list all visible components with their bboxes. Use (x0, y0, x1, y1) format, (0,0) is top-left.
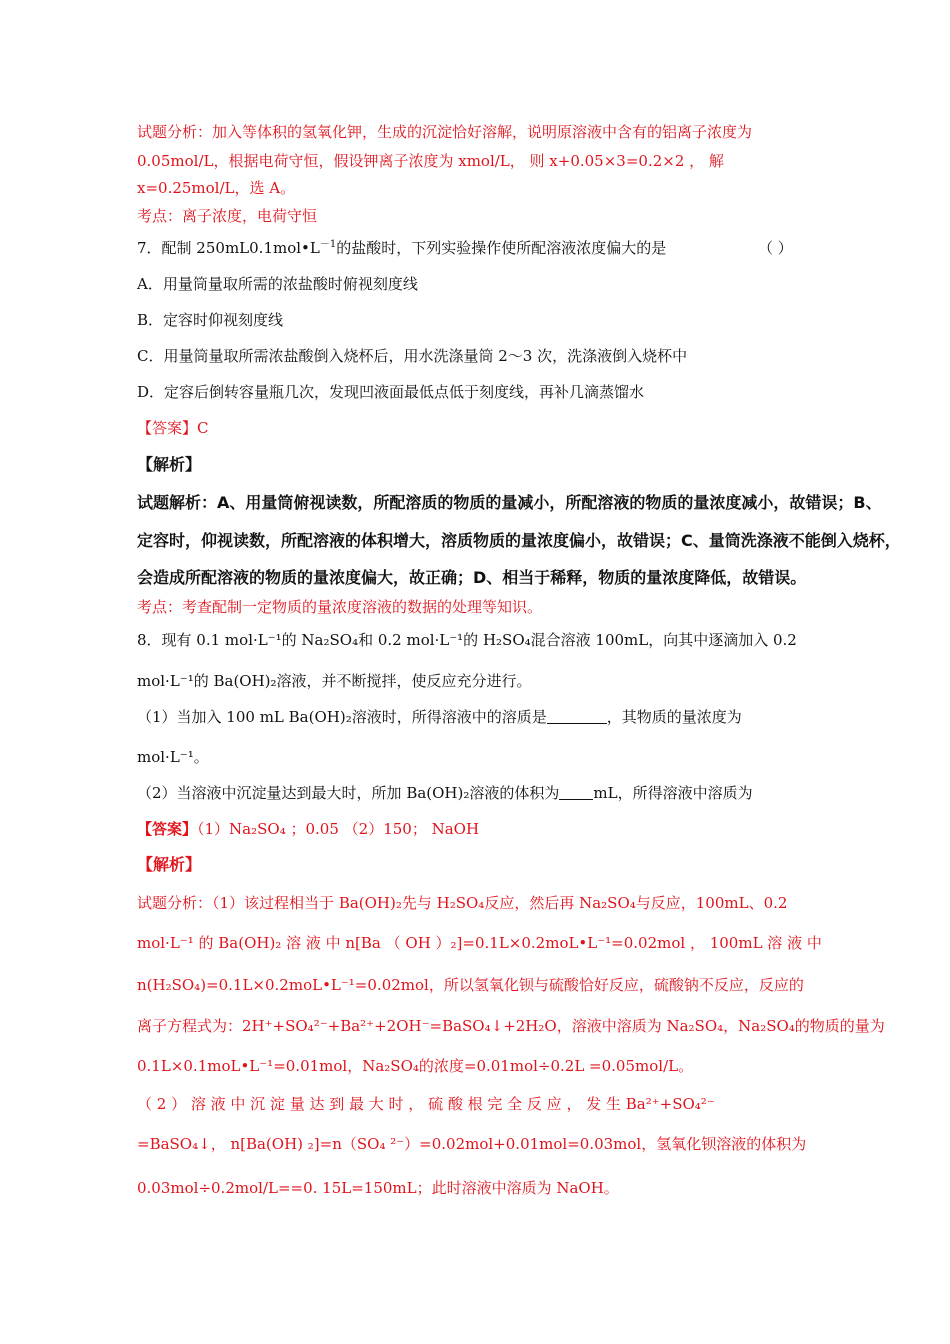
question-8-part-1 (137, 707, 742, 727)
question-7-stem (137, 238, 666, 258)
question-7-explanation-line-3: 会造成所配溶液的物质的量浓度偏大，故正确；D、相当于稀释，物质的量浓度降低，故错误。 (137, 568, 807, 587)
question-8-stem-line-2: mol·L⁻¹的 Ba(OH)₂溶液，并不断搅拌，使反应充分进行。 (137, 672, 532, 690)
analysis-6-line-3: x=0.25mol/L，选 A。 (137, 179, 296, 197)
question-7-stem-a: 7．配制 250mL0.1mol•L (137, 239, 320, 257)
question-8-answer (137, 819, 479, 839)
question-7-option-d: D．定容后倒转容量瓶几次，发现凹液面最低点低于刻度线，再补几滴蒸馏水 (137, 383, 645, 401)
question-7-kaodian: 考点：考查配制一定物质的量浓度溶液的数据的处理等知识。 (137, 598, 543, 616)
question-8-part-1-b: ，其物质的量浓度为 (606, 708, 742, 726)
question-8-analysis-line-2: mol·L⁻¹ 的 Ba(OH)₂ 溶 液 中 n[Ba （ OH ）₂]=0.1L×0.2moL•L⁻¹=0.02mol ， 100mL 溶 液 中 (137, 934, 822, 952)
question-8-analysis-line-7: =BaSO₄↓， n[Ba(OH) ₂]=n（SO₄ ²⁻）=0.02mol+0.01mol=0.03mol，氢氧化钡溶液的体积为 (137, 1135, 807, 1153)
question-7-option-c: C．用量筒量取所需浓盐酸倒入烧杯后，用水洗涤量筒 2～3 次，洗涤液倒入烧杯中 (137, 347, 688, 365)
question-7-stem-sup: －1 (319, 239, 337, 250)
question-8-analysis-line-5: 0.1L×0.1moL•L⁻¹=0.01mol，Na₂SO₄的浓度=0.01mol÷0.2L =0.05mol/L。 (137, 1057, 694, 1075)
question-7-option-a: A．用量筒量取所需的浓盐酸时俯视刻度线 (137, 275, 418, 293)
question-8-part-1-unit: mol·L⁻¹。 (137, 748, 209, 766)
question-8-analysis-line-6: （ 2 ） 溶 液 中 沉 淀 量 达 到 最 大 时 ， 硫 酸 根 完 全 反 应 ， 发 生 Ba²⁺+SO₄²⁻ (137, 1095, 715, 1113)
question-7-jiexi-heading: 【解析】 (137, 455, 202, 474)
answer-tag: 【答案】 (137, 820, 198, 838)
question-8-analysis-line-3: n(H₂SO₄)=0.1L×0.2moL•L⁻¹=0.02mol，所以氢氧化钡与硫酸恰好反应，硫酸钠不反应，反应的 (137, 976, 804, 994)
answer-value: C (197, 419, 209, 437)
question-8-stem-line-1: 8．现有 0.1 mol·L⁻¹的 Na₂SO₄和 0.2 mol·L⁻¹的 H₂SO₄混合溶液 100mL，向其中逐滴加入 0.2 (137, 631, 797, 649)
question-7-option-b: B．定容时仰视刻度线 (137, 311, 284, 329)
question-8-part-2 (137, 783, 753, 803)
answer-value: （1）Na₂SO₄ ；0.05 （2）150； NaOH (197, 820, 480, 838)
question-8-jiexi-heading: 【解析】 (137, 855, 202, 874)
question-7-answer (137, 418, 209, 438)
question-8-part-1-a: （1）当加入 100 mL Ba(OH)₂溶液时，所得溶液中的溶质是 (137, 708, 547, 726)
answer-tag: 【答案】 (137, 419, 198, 437)
analysis-6-line-2: 0.05mol/L，根据电荷守恒，假设钾离子浓度为 xmol/L， 则 x+0.05×3=0.2×2 ， 解 (137, 152, 724, 170)
question-8-analysis-line-8: 0.03mol÷0.2mol/L==0. 15L=150mL；此时溶液中溶质为 NaOH。 (137, 1179, 619, 1197)
question-7-explanation-line-1: 试题解析：A、用量筒俯视读数，所配溶质的物质的量减小，所配溶液的物质的量浓度减小，故错误；B、 (137, 493, 882, 512)
question-8-analysis-line-1: 试题分析：（1）该过程相当于 Ba(OH)₂先与 H₂SO₄反应，然后再 Na₂SO₄与反应，100mL、0.2 (137, 894, 788, 912)
answer-blank (559, 785, 593, 800)
analysis-6-line-1: 试题分析：加入等体积的氢氧化钾，生成的沉淀恰好溶解，说明原溶液中含有的铝离子浓度为 (137, 123, 753, 141)
question-7-stem-b: 的盐酸时，下列实验操作使所配溶液浓度偏大的是 (336, 239, 667, 257)
question-8-part-2-a: （2）当溶液中沉淀量达到最大时，所加 Ba(OH)₂溶液的体积为 (137, 784, 560, 802)
question-8-analysis-line-4: 离子方程式为：2H⁺+SO₄²⁻+Ba²⁺+2OH⁻=BaSO₄↓+2H₂O，溶液中溶质为 Na₂SO₄，Na₂SO₄的物质的量为 (137, 1017, 885, 1035)
answer-blank (547, 709, 607, 724)
analysis-6-kaodian: 考点：离子浓度，电荷守恒 (137, 207, 318, 225)
question-7-explanation-line-2: 定容时，仰视读数，所配溶液的体积增大，溶质物质的量浓度偏小，故错误；C、量筒洗涤液不能倒入烧杯， (137, 531, 901, 550)
question-7-answer-paren: （ ） (758, 239, 793, 257)
question-8-part-2-b: mL，所得溶液中溶质为 (593, 784, 753, 802)
